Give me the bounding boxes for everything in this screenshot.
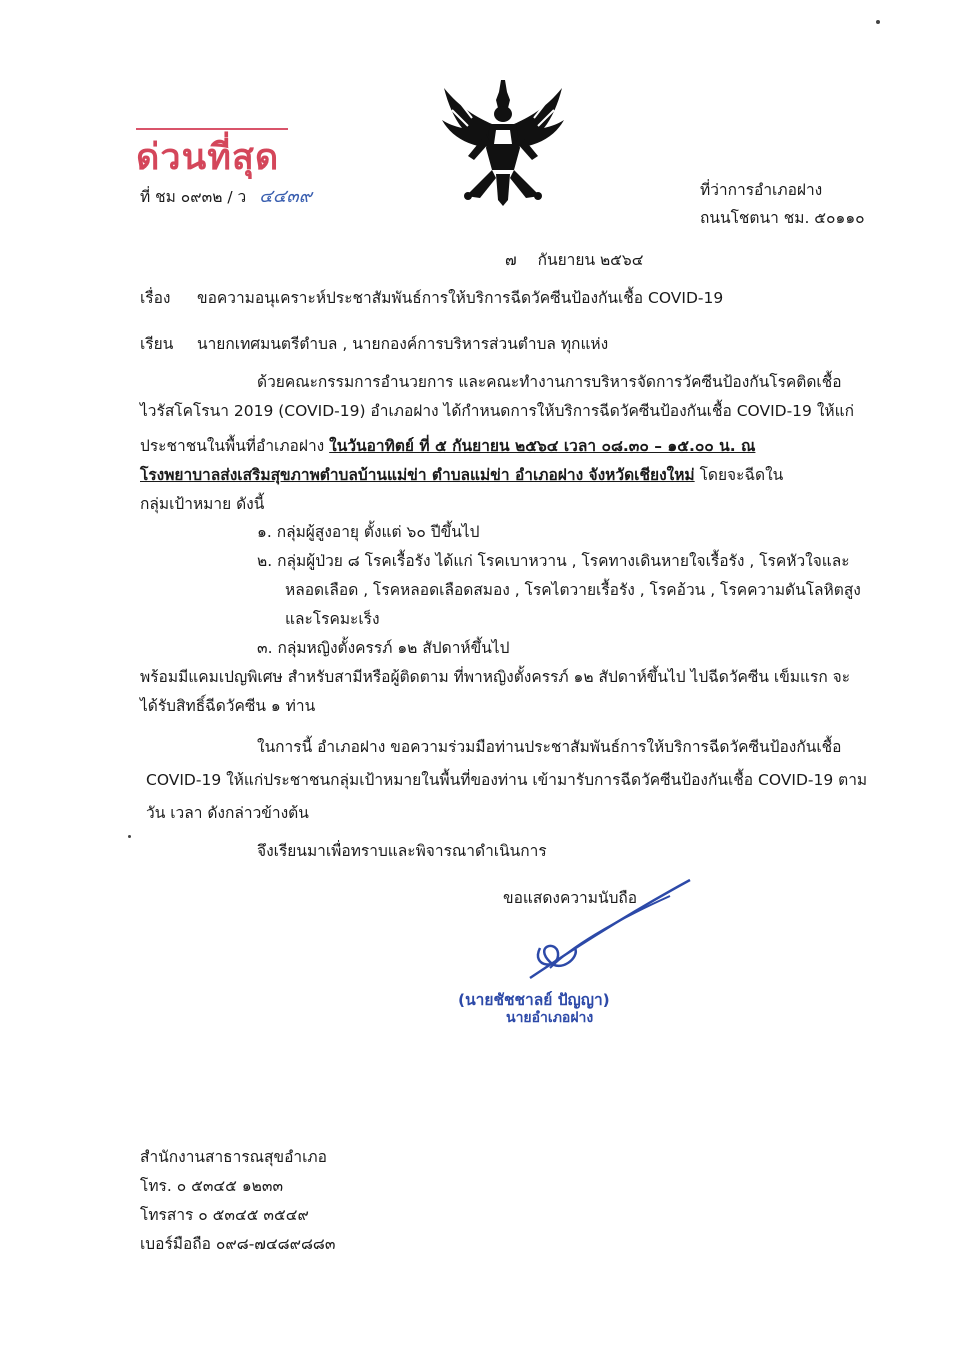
scan-speck bbox=[128, 835, 131, 838]
office-line1: ที่ว่าการอำเภอฝาง bbox=[700, 181, 823, 199]
list-item-elderly: ๑. กลุ่มผู้สูงอายุ ตั้งแต่ ๖๐ ปีขึ้นไป bbox=[257, 523, 480, 541]
paragraph1-line3-lead: ประชาชนในพื้นที่อำเภอฝาง bbox=[140, 437, 330, 455]
subject-text: ขอความอนุเคราะห์ประชาสัมพันธ์การให้บริการฉีดวัคซีนป้องกันเชื้อ COVID-19 bbox=[197, 289, 724, 307]
list-item-chronic-line3: และโรคมะเร็ง bbox=[285, 610, 380, 628]
signatory-name: (นายชัชชาลย์ ปัญญา) bbox=[458, 991, 610, 1009]
recipient-label: เรียน bbox=[140, 335, 174, 353]
closing-line: จึงเรียนมาเพื่อทราบและพิจารณาดำเนินการ bbox=[257, 842, 547, 860]
paragraph2-line3: วัน เวลา ดังกล่าวข้างต้น bbox=[146, 804, 309, 822]
contact-mobile: เบอร์มือถือ ๐๙๘-๗๔๘๙๘๘๓ bbox=[140, 1235, 336, 1253]
paragraph1-line3 bbox=[140, 436, 755, 456]
campaign-line1: พร้อมมีแคมเปญพิเศษ สำหรับสามีหรือผู้ติดตาม ที่พาหญิงตั้งครรภ์ ๑๒ สัปดาห์ขึ้นไป ไปฉีดวัคซีน เข็มแรก จะ bbox=[140, 668, 851, 686]
contact-phone: โทร. ๐ ๕๓๔๕ ๑๒๓๓ bbox=[140, 1177, 284, 1195]
list-item-chronic-line2: หลอดเลือด , โรคหลอดเลือดสมอง , โรคไตวายเรื้อรัง , โรคอ้วน , โรคความดันโลหิตสูง bbox=[285, 581, 861, 599]
regards-text: ขอแสดงความนับถือ bbox=[503, 889, 638, 907]
signature-scribble bbox=[520, 878, 700, 988]
contact-fax: โทรสาร ๐ ๕๓๔๕ ๓๕๔๙ bbox=[140, 1206, 309, 1224]
subject-label: เรื่อง bbox=[140, 289, 171, 307]
reference-number bbox=[140, 187, 312, 207]
paragraph1-line2: ไวรัสโคโรนา 2019 (COVID-19) อำเภอฝาง ได้กำหนดการให้บริการฉีดวัคซีนป้องกันเชื้อ COVID-19 ให้แก่ bbox=[140, 402, 854, 420]
paragraph1-line1: ด้วยคณะกรรมการอำนวยการ และคณะทำงานการบริหารจัดการวัคซีนป้องกันโรคติดเชื้อ bbox=[257, 373, 842, 391]
garuda-emblem-icon bbox=[438, 78, 568, 208]
handwritten-number: ๔๔๓๙ bbox=[259, 186, 312, 207]
letter-date bbox=[505, 250, 643, 270]
paragraph2-line2: COVID-19 ให้แก่ประชาชนกลุ่มเป้าหมายในพื้นที่ของท่าน เข้ามารับการฉีดวัคซีนป้องกันเชื้อ COVID-19 ตาม bbox=[146, 771, 868, 789]
paragraph2-line1: ในการนี้ อำเภอฝาง ขอความร่วมมือท่านประชาสัมพันธ์การให้บริการฉีดวัคซีนป้องกันเชื้อ bbox=[257, 738, 842, 756]
event-location: โรงพยาบาลส่งเสริมสุขภาพตำบลบ้านแม่ข่า ตำบลแม่ข่า อำเภอฝาง จังหวัดเชียงใหม่ bbox=[140, 466, 695, 484]
urgent-stamp: ด่วนที่สุด bbox=[136, 128, 288, 188]
signatory-position: นายอำเภอฝาง bbox=[506, 1010, 594, 1026]
event-datetime: ในวันอาทิตย์ ที่ ๕ กันยายน ๒๕๖๔ เวลา ๐๘.๓๐ – ๑๕.๐๐ น. ณ bbox=[329, 437, 756, 455]
contact-department: สำนักงานสาธารณสุขอำเภอ bbox=[140, 1148, 327, 1166]
list-item-pregnant: ๓. กลุ่มหญิงตั้งครรภ์ ๑๒ สัปดาห์ขึ้นไป bbox=[257, 639, 510, 657]
paragraph1-line4-tail: โดยจะฉีดใน bbox=[699, 466, 784, 484]
office-line2: ถนนโชตนา ชม. ๕๐๑๑๐ bbox=[700, 209, 865, 227]
recipient-text: นายกเทศมนตรีตำบล , นายกองค์การบริหารส่วนตำบล ทุกแห่ง bbox=[197, 335, 609, 353]
scan-speck bbox=[876, 20, 880, 24]
reference-prefix: ที่ ชม ๐๙๓๒ / ว bbox=[140, 188, 247, 206]
paragraph1-line5: กลุ่มเป้าหมาย ดังนี้ bbox=[140, 495, 265, 513]
date-month-year: กันยายน ๒๕๖๔ bbox=[537, 251, 644, 269]
campaign-line2: ได้รับสิทธิ์ฉีดวัคซีน ๑ ท่าน bbox=[140, 697, 316, 715]
list-item-chronic-line1: ๒. กลุ่มผู้ป่วย ๘ โรคเรื้อรัง ได้แก่ โรคเบาหวาน , โรคทางเดินหายใจเรื้อรัง , โรคหัวใจและ bbox=[257, 552, 850, 570]
paragraph1-line4 bbox=[140, 465, 783, 485]
date-day: ๗ bbox=[505, 251, 517, 269]
